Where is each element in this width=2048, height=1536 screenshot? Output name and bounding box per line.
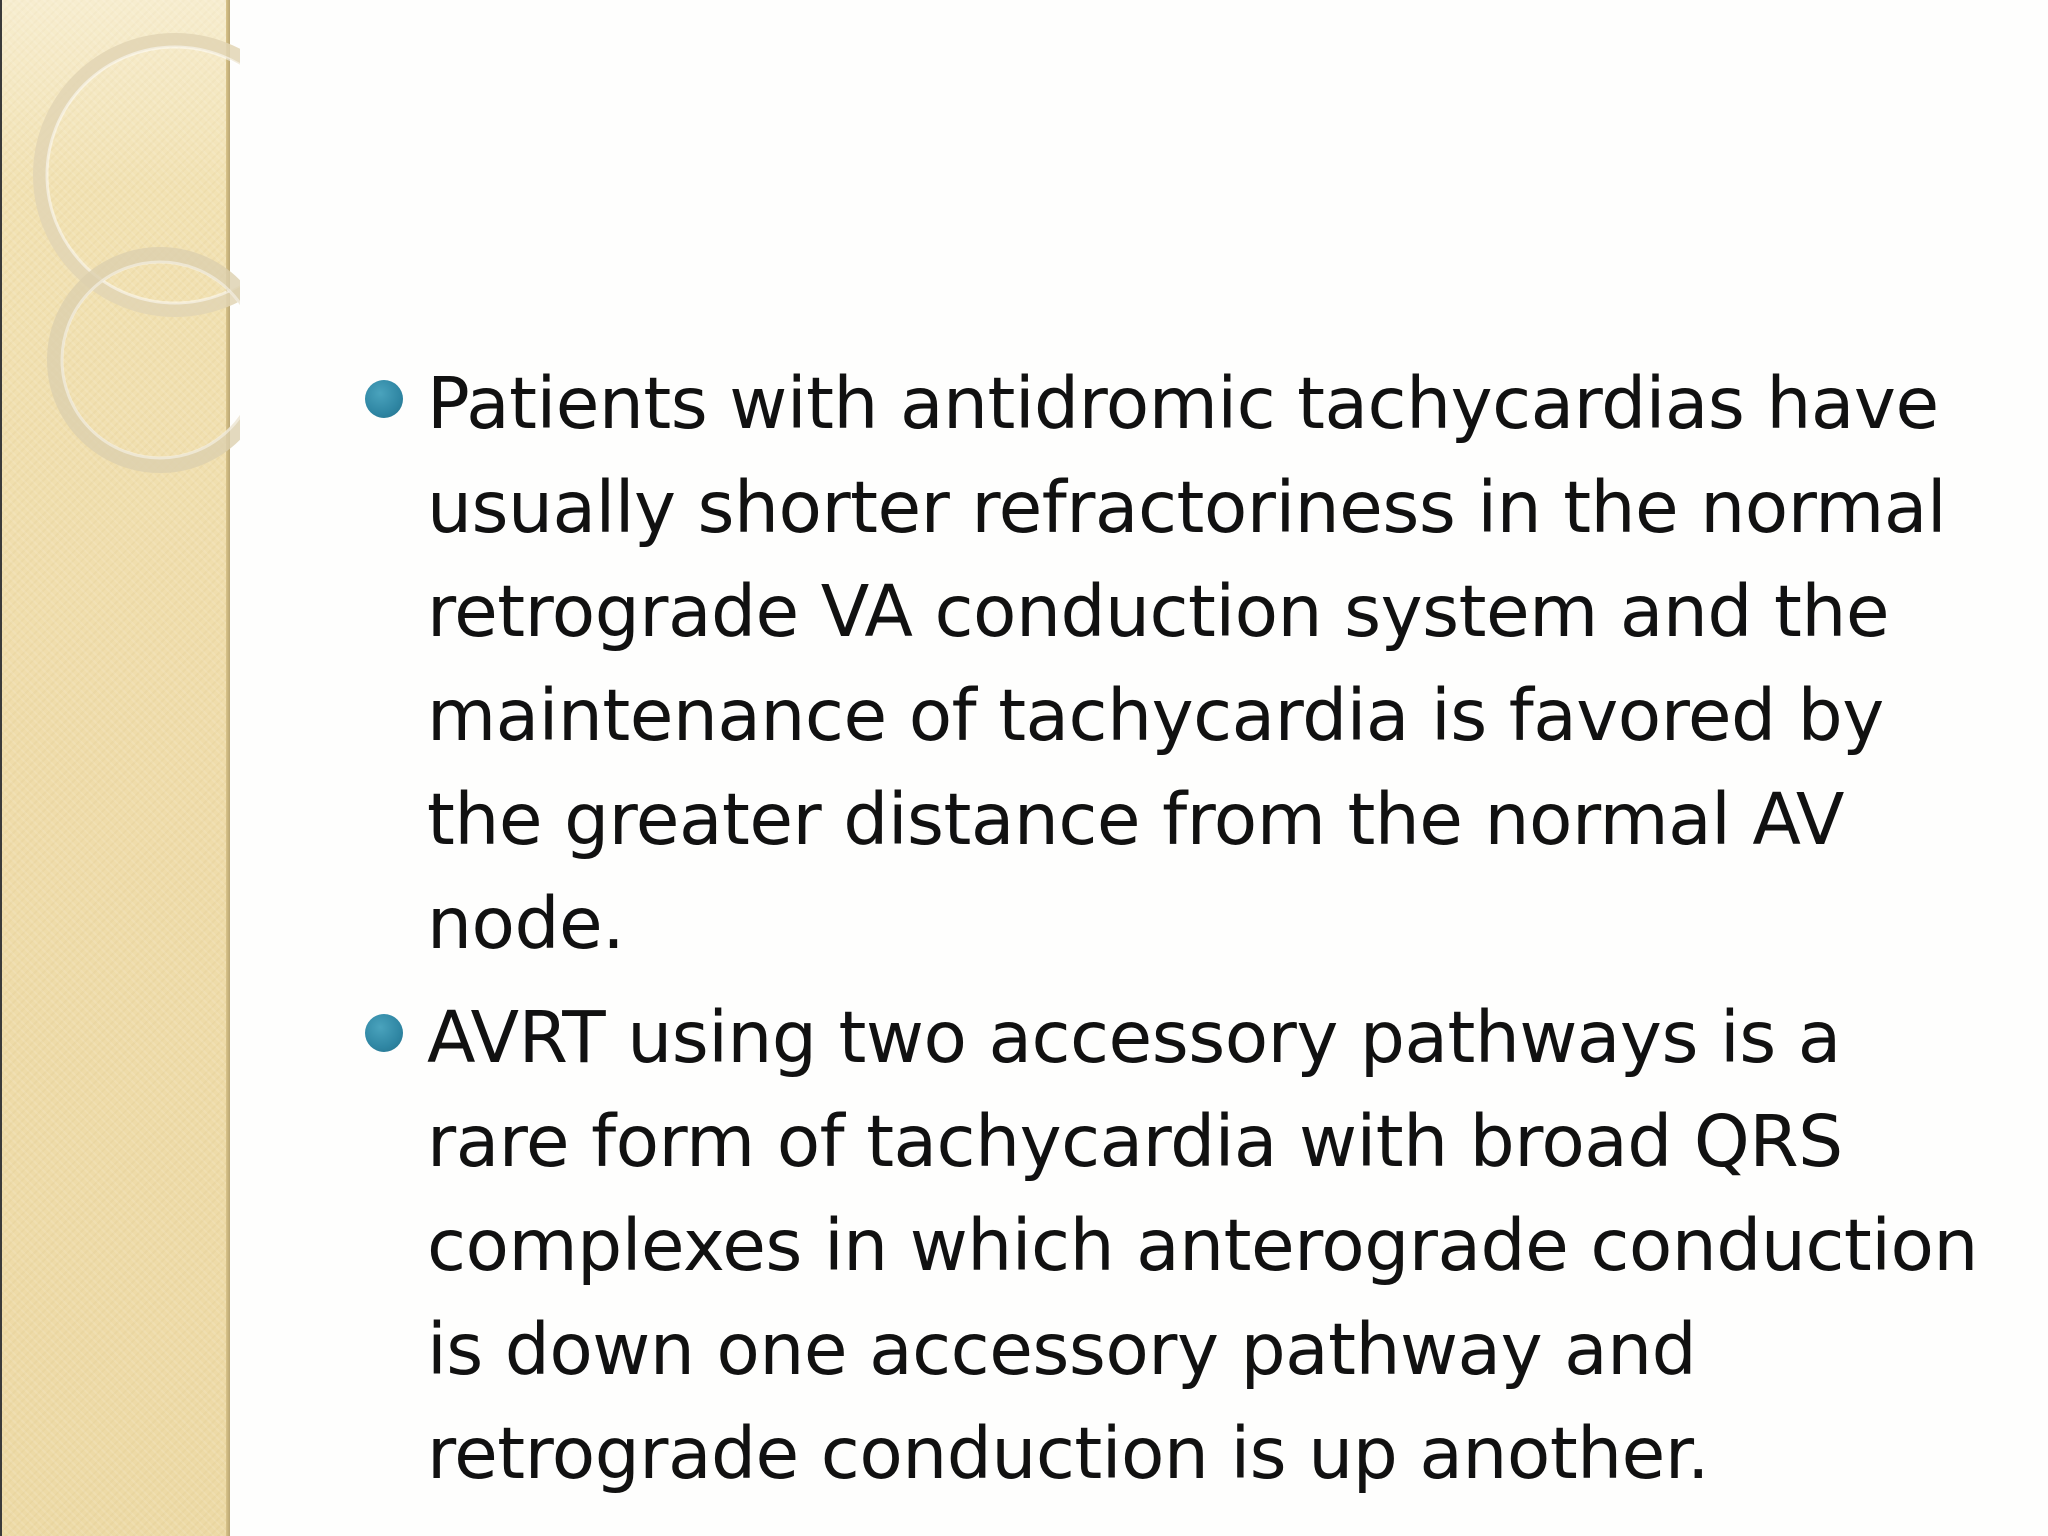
bullet-item: [355, 352, 1995, 976]
bullet-dot-icon: [365, 380, 403, 418]
ring-small-inner: [62, 262, 240, 458]
bullet-text: AVRT using two accessory pathways is a rare form of tachycardia with broad QRS complexes in which anterograde conduction is down one accessory pathway and retrograde conduction is up another.: [427, 996, 1978, 1495]
decorative-rings: [0, 0, 240, 520]
bullet-text: Patients with antidromic tachycardias have usually shorter refractoriness in the normal retrograde VA conduction system and the maintenance of tachycardia is favored by the greater distance from the normal AV node.: [427, 362, 1947, 965]
ring-small: [55, 255, 240, 465]
bullet-dot-icon: [365, 1014, 403, 1052]
bullet-item: [355, 986, 1995, 1506]
bullet-list: [355, 352, 1995, 1516]
